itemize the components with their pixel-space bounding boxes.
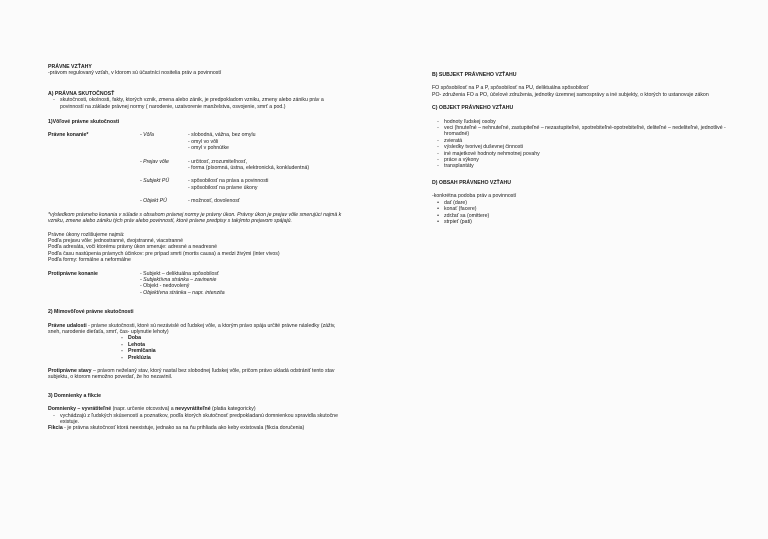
left-column: [48, 64, 348, 432]
section-2-heading: 2) Mimovôľové právne skutočnosti: [48, 309, 134, 316]
fikcia-text: Fikcia - je právna skutočnosť ktorá neexistuje, jednako sa na ňu prihliada ako keby existovala (fikcia doručenia): [48, 425, 305, 432]
protipravne-row: Protiprávne konanie - Subjekt – deliktuálna spôsobilosť - Subjektívna stránka – zavinenie - Objekt - nedovolený - Objektívna stránka – napr. intenzita: [48, 270, 225, 296]
domnienky-text: Domnienky – vyvrátiteľné (napr. určenie otcovstva) a nevyvrátiteľné (platia kategoricky): [48, 406, 256, 413]
section-d-heading: D) OBSAH PRÁVNEHO VZŤAHU: [432, 179, 511, 186]
objekt-row: - Objekt PÚ - možnosť, dovolenosť: [140, 198, 240, 205]
section-a-heading: A) PRÁVNA SKUTOČNOSŤ: [48, 90, 115, 97]
content-intro: -konkrétna podoba práv a povinností: [432, 193, 517, 200]
intro-text: -právom regulovaný vzťah, v ktorom sú účastníci nositelia práv a povinností: [48, 70, 222, 77]
doc-title: PRÁVNE VZŤAHY: [48, 64, 92, 70]
prejav-row: - Prejav vôle - určitosť, zrozumiteľnosť, - forma (písomná, ústna, elektronická, konkludentná): [140, 158, 310, 172]
object-list: - hodnoty ľudskej osoby - veci (hnuteľné – nehnuteľné, zastupiteľné – nezastupiteľné, spotrebiteľné-opotrebiteľné, deliteľné – nedeliteľné, jednotlivé -hromadné) - zvieratá - výsledky tvorivej duševnej činnosti - iné majetkové hodnoty nehmotnej povahy - práce a výkony - transplantáty: [437, 118, 726, 170]
list-item: - vychádzajú z ľudských skúseností a poznatkov, podľa ktorých skutočnosť predpokladanú domnienkou spravidla skutočne existuje.: [53, 412, 338, 426]
right-column: [432, 72, 732, 225]
udalosti-text: Právne udalosti - právne skutočnosti, ktoré sú nezávislé od ľudskej vôle, a ktorým právo spája určité právne následky (záživ, sneh, narodenie dieťaťa, smrť, čas- uplynutie lehoty): [48, 322, 336, 335]
section-b-heading: B) SUBJEKT PRÁVNEHO VZŤAHU: [432, 72, 517, 78]
content-list: • dať (dare) • konať (facere) • zdržať sa (omittere) • strpieť (pati): [437, 199, 490, 225]
list-item: - skutočnosti, okolnosti, fakty, ktorých vznik, zmena alebo zánik, je predpokladom vzniku, zmeny alebo zániku práv a povinností na základe právnej normy ( narodenie, uzatvorenie manželstva, osvojenie, smrť a pod.): [53, 97, 324, 110]
section-3-heading: 3) Domnienky a fikcie: [48, 392, 102, 399]
uk-list: Právne úkony rozlišujeme najmä: Podľa prejavu vôle: jednostranné, dvojstranné, viacstranné Podľa adresáta, voči ktorému právny úkon smeruje: adresné a neadresné Podľa času nastúpenia právnych účinkov: pre prípad smrti (mortis causa) a medzi živými (inter vivos) Podľa formy: formálne a neformálne: [48, 231, 280, 264]
footnote: *výsledkom právneho konania v súlade s obsahom právnej normy je právny úkon. Právny úkon je prejav vôle smerujúci najmä k vzniku, zmene alebo zániku tých práv alebo povinností, ktoré právne predpisy s takýmto prejavom spájajú.: [48, 211, 342, 225]
udalosti-list: - Doba - Lehota - Premlčania - Preklúzia: [121, 335, 156, 361]
subject-lines: FO spôsobilosť na P a P, spôsobilosť na PU, deliktuálna spôsobilosť PO- združenia FO a PO, účelové združenia, jednotky územnej samosprávy a iné subjekty, o ktorých to ustanovuje zákon: [432, 85, 709, 98]
section-1-heading: 1)Vôľové právne skutočnosti: [48, 119, 120, 126]
subjekt-row: - Subjekt PÚ - spôsobilosť na práva a povinnosti - spôsobilosť na právne úkony: [140, 178, 269, 191]
vola-row: Právne konanie* - Vôľa - slobodná, vážna, bez omylu - omyl vo vôli - omyl v pohnútke: [48, 132, 256, 152]
stavy-text: Protiprávne stavy – právom neželaný stav, ktorý nastal bez slobodnej ľudskej vôle, pričom právo ukladá odstrániť tento stav subjektu, o ktorom nemožno povedať, že ho nezavinil.: [48, 368, 335, 381]
section-c-heading: C) OBJEKT PRÁVNEHO VZŤAHU: [432, 105, 514, 112]
